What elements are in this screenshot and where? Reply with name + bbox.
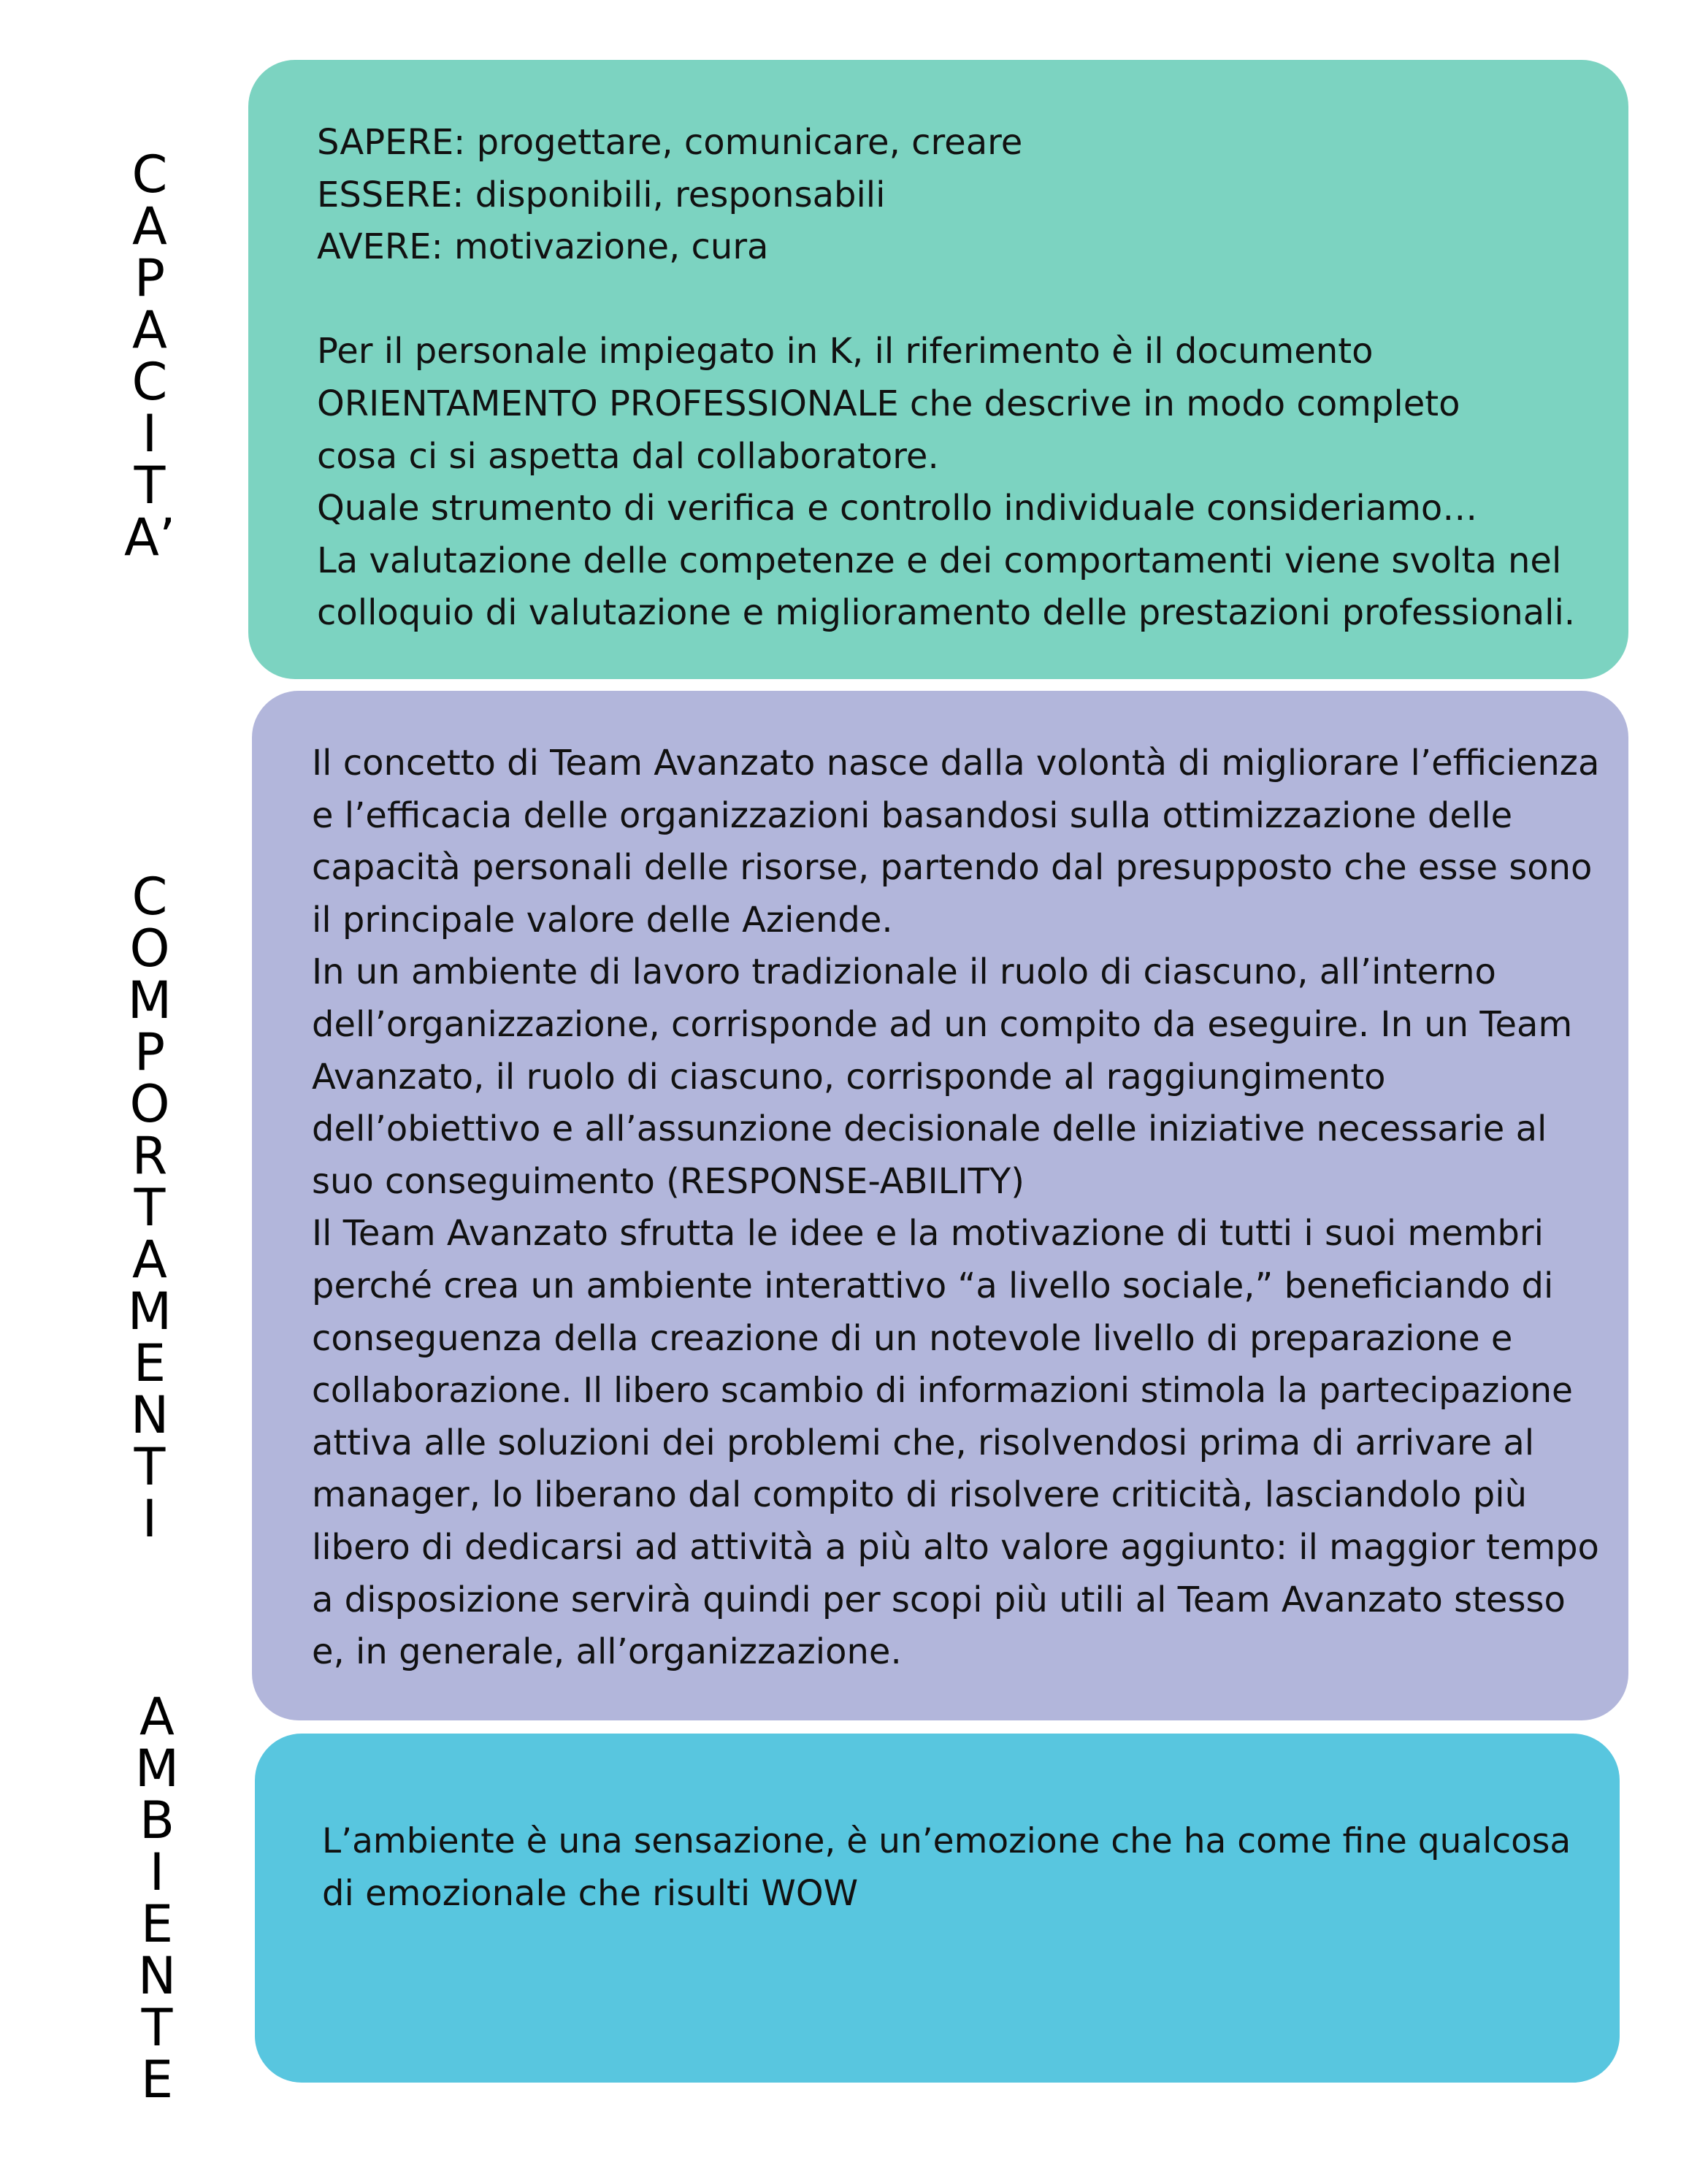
label-letter: M [134, 1739, 180, 1799]
label-letter: T [134, 1178, 166, 1238]
side-label-ambiente [131, 1687, 183, 2110]
label-letter: T [134, 1437, 166, 1497]
label-letter: I [149, 1842, 165, 1902]
text-line: collaborazione. Il libero scambio di informazioni stimola la partecipazione [312, 1371, 1573, 1412]
label-letter: E [140, 2050, 174, 2110]
text-line: di emozionale che risulti WOW [322, 1872, 859, 1914]
text-line: ESSERE: disponibili, responsabili [317, 174, 886, 215]
capacita-box [248, 60, 1628, 679]
label-letter: C [131, 352, 168, 412]
side-label-capacita [123, 145, 176, 567]
label-letter: A [132, 196, 167, 256]
text-line: conseguenza della creazione di un notevole livello di preparazione e [312, 1317, 1513, 1359]
text-line: Per il personale impiegato in K, il riferimento è il documento [317, 331, 1374, 372]
text-line: attiva alle soluzioni dei problemi che, risolvendosi prima di arrivare al [312, 1422, 1535, 1463]
ambiente-box [255, 1734, 1620, 2083]
text-line: libero di dedicarsi ad attività a più alto valore aggiunto: il maggior tempo [312, 1526, 1599, 1568]
text-line: capacità personali delle risorse, partendo dal presupposto che esse sono [312, 847, 1593, 889]
text-line: il principale valore delle Aziende. [312, 899, 893, 941]
text-line: a disposizione servirà quindi per scopi più utili al Team Avanzato stesso [312, 1579, 1566, 1620]
text-line: Il Team Avanzato sfrutta le idee e la motivazione di tutti i suoi membri [312, 1213, 1544, 1255]
text-line: Avanzato, il ruolo di ciascuno, corrisponde al raggiungimento [312, 1056, 1386, 1098]
label-letter: E [140, 1894, 174, 1954]
label-letter: I [142, 1489, 158, 1549]
label-letter: N [130, 1385, 169, 1445]
text-line [317, 274, 1592, 326]
label-letter: T [134, 456, 166, 516]
comportamenti-box [252, 691, 1628, 1720]
text-line: colloquio di valutazione e miglioramento delle prestazioni professionali. [317, 592, 1576, 634]
text-line: e l’efficacia delle organizzazioni basandosi sulla ottimizzazione delle [312, 794, 1513, 836]
text-line: cosa ci si aspetta dal collaboratore. [317, 435, 939, 477]
text-line: In un ambiente di lavoro tradizionale il ruolo di ciascuno, all’interno [312, 951, 1496, 993]
text-line: perché crea un ambiente interattivo “a livello sociale,” beneficiando di [312, 1265, 1554, 1306]
label-letter: E [133, 1333, 166, 1393]
text-line: manager, lo liberano dal compito di risolvere criticità, lasciandolo più [312, 1474, 1528, 1516]
label-letter: P [134, 248, 166, 308]
label-letter: O [129, 919, 170, 978]
text-line: dell’organizzazione, corrisponde ad un compito da eseguire. In un Team [312, 1003, 1573, 1045]
label-letter: R [131, 1126, 168, 1186]
label-letter: A [132, 1230, 167, 1290]
label-letter: M [127, 970, 172, 1030]
text-line: L’ambiente è una sensazione, è un’emozione che ha come fine qualcosa [322, 1821, 1571, 1861]
text-line: Quale strumento di verifica e controllo individuale consideriamo… [317, 488, 1478, 529]
label-letter: P [134, 1022, 166, 1082]
label-letter: C [131, 145, 168, 204]
label-letter: M [127, 1282, 172, 1341]
label-letter: T [141, 1998, 173, 2058]
text-line: ORIENTAMENTO PROFESSIONALE che descrive in modo completo [317, 383, 1460, 424]
label-letter: A [139, 1687, 175, 1747]
text-line: dell’obiettivo e all’assunzione decisionale delle iniziative necessarie al [312, 1108, 1547, 1150]
label-letter: B [139, 1791, 175, 1850]
label-letter: A [132, 300, 167, 360]
text-line: Il concetto di Team Avanzato nasce dalla volontà di migliorare l’efficienza [312, 743, 1600, 784]
side-label-comportamenti [124, 867, 175, 1549]
text-line: SAPERE: progettare, comunicare, creare [317, 122, 1023, 163]
label-letter: A’ [123, 508, 176, 567]
text-line: La valutazione delle competenze e dei comportamenti viene svolta nel [317, 540, 1562, 581]
label-letter: I [142, 404, 158, 464]
text-line: AVERE: motivazione, cura [317, 226, 769, 268]
label-letter: C [131, 867, 168, 927]
text-line: e, in generale, all’organizzazione. [312, 1631, 902, 1673]
label-letter: O [129, 1074, 170, 1134]
label-letter: N [137, 1946, 177, 2006]
text-line: suo conseguimento (RESPONSE-ABILITY) [312, 1160, 1025, 1202]
